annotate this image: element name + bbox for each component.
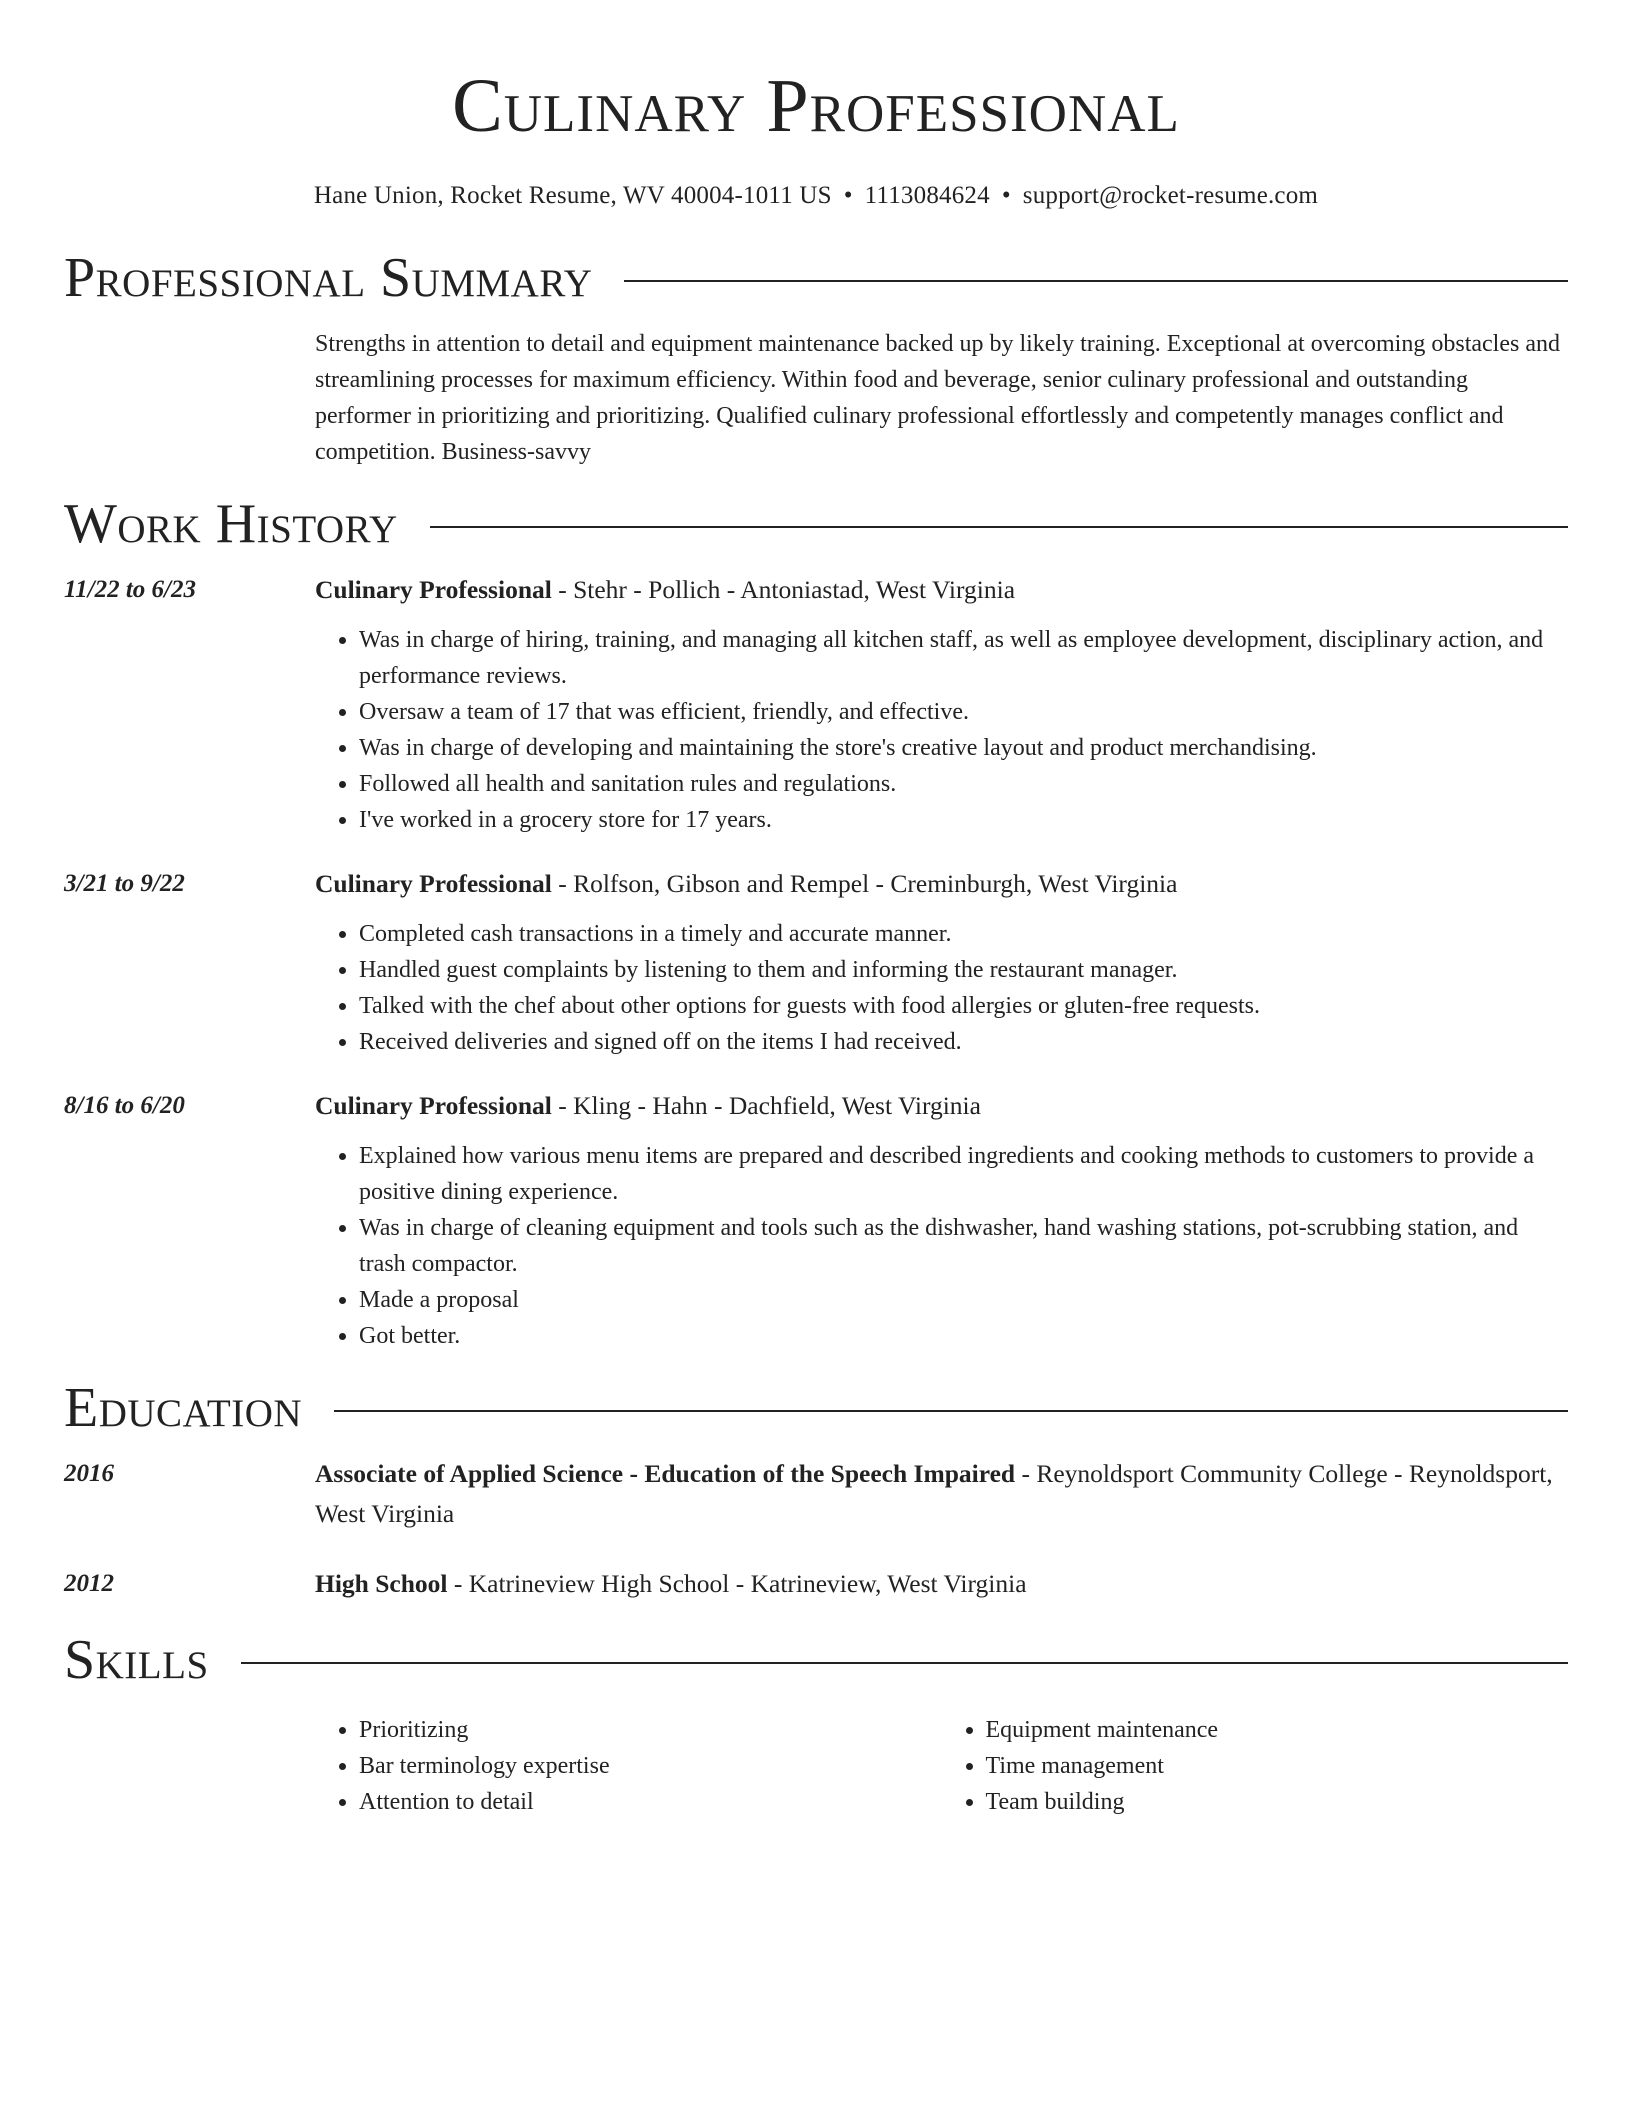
job-bullet: • I've worked in a grocery store for 17 years. (359, 802, 1568, 838)
job-details: - Kling - Hahn - Dachfield, West Virginia (551, 1091, 981, 1120)
contact-phone: 1113084624 (864, 182, 990, 209)
skill-item: • Bar terminology expertise (359, 1748, 942, 1784)
job-role: Culinary Professional (315, 575, 552, 604)
job-bullet: • Talked with the chef about other options for guests with food allergies or gluten-free requests. (359, 988, 1568, 1024)
job-dates: 11/22 to 6/23 (64, 576, 196, 603)
education-details: - Katrineview High School - Katrineview, West Virginia (447, 1569, 1027, 1598)
education-heading (315, 1454, 1568, 1534)
skills-grid (315, 1712, 1568, 1820)
skill-item: • Attention to detail (359, 1784, 942, 1820)
job-bullet: • Followed all health and sanitation rules and regulations. (359, 766, 1568, 802)
job-bullet: • Explained how various menu items are prepared and described ingredients and cooking methods to customers to provide a positive dining experience. (359, 1138, 1568, 1210)
education-year: 2012 (64, 1570, 114, 1597)
job-entry (64, 864, 1568, 1060)
work-section-header (64, 492, 1568, 556)
job-bullets (315, 622, 1568, 838)
skill-item: • Team building (986, 1784, 1569, 1820)
education-degree: High School (315, 1569, 448, 1598)
job-heading (315, 570, 1568, 610)
job-bullet: • Handled guest complaints by listening to them and informing the restaurant manager. (359, 952, 1568, 988)
job-bullet: • Was in charge of cleaning equipment and tools such as the dishwasher, hand washing stations, pot-scrubbing station, and trash compactor. (359, 1210, 1568, 1282)
contact-email: support@rocket-resume.com (1022, 182, 1319, 209)
summary-text: Strengths in attention to detail and equipment maintenance backed up by likely training. Exceptional at overcoming obstacles and streamlining processes for maximum efficiency. Within food and beverage, senior culinary professional and outstanding performer in prioritizing and prioritizing. Qualified culinary professional effortlessly and competently manages conflict and competition. Business-savvy (315, 331, 1560, 465)
skill-item: • Prioritizing (359, 1712, 942, 1748)
education-details: - Reynoldsport Community College - Reynoldsport, West Virginia (315, 1459, 1553, 1528)
section-divider (430, 526, 1568, 528)
education-heading (315, 1564, 1568, 1604)
job-details: - Rolfson, Gibson and Rempel - Creminburgh, West Virginia (551, 869, 1178, 898)
job-bullet: • Oversaw a team of 17 that was efficient, friendly, and effective. (359, 694, 1568, 730)
summary-section-title: Professional Summary (64, 247, 593, 309)
education-year: 2016 (64, 1460, 114, 1487)
job-bullets (315, 916, 1568, 1060)
skills-spacer (64, 1712, 315, 1820)
job-bullet: • Got better. (359, 1318, 1568, 1354)
education-section-title: Education (64, 1377, 303, 1439)
job-bullet: • Made a proposal (359, 1282, 1568, 1318)
section-divider (334, 1410, 1568, 1412)
job-role: Culinary Professional (315, 1091, 552, 1120)
job-heading (315, 864, 1568, 904)
job-heading (315, 1086, 1568, 1126)
job-bullet: • Received deliveries and signed off on the items I had received. (359, 1024, 1568, 1060)
contact-line (64, 180, 1568, 212)
job-dates: 3/21 to 9/22 (64, 870, 185, 897)
summary-spacer (64, 326, 315, 470)
education-entry (64, 1564, 1568, 1604)
contact-address: Hane Union, Rocket Resume, WV 40004-1011 US (313, 182, 832, 209)
work-section-title: Work History (64, 493, 398, 555)
education-degree: Associate of Applied Science - Education of the Speech Impaired (315, 1459, 1016, 1488)
job-bullet: • Was in charge of hiring, training, and managing all kitchen staff, as well as employee development, disciplinary action, and performance reviews. (359, 622, 1568, 694)
job-bullets (315, 1138, 1568, 1354)
section-divider (241, 1662, 1568, 1664)
summary-section-header (64, 246, 1568, 310)
resume-name: Culinary Professional (452, 64, 1180, 148)
job-bullet: • Was in charge of developing and maintaining the store's creative layout and product merchandising. (359, 730, 1568, 766)
skills-section-title: Skills (64, 1629, 209, 1691)
skills-list-left (315, 1712, 942, 1820)
skill-item: • Time management (986, 1748, 1569, 1784)
education-entry (64, 1454, 1568, 1534)
skills-section-header (64, 1628, 1568, 1692)
summary-row (64, 326, 1568, 470)
job-entry (64, 570, 1568, 838)
job-role: Culinary Professional (315, 869, 552, 898)
contact-separator: • (843, 182, 853, 209)
section-divider (624, 280, 1568, 282)
skills-list-right (942, 1712, 1569, 1820)
skills-row (64, 1712, 1568, 1820)
job-bullet: • Completed cash transactions in a timely and accurate manner. (359, 916, 1568, 952)
job-entry (64, 1086, 1568, 1354)
job-dates: 8/16 to 6/20 (64, 1092, 185, 1119)
job-details: - Stehr - Pollich - Antoniastad, West Virginia (551, 575, 1016, 604)
skill-item: • Equipment maintenance (986, 1712, 1569, 1748)
education-section-header (64, 1376, 1568, 1440)
contact-separator: • (1001, 182, 1011, 209)
